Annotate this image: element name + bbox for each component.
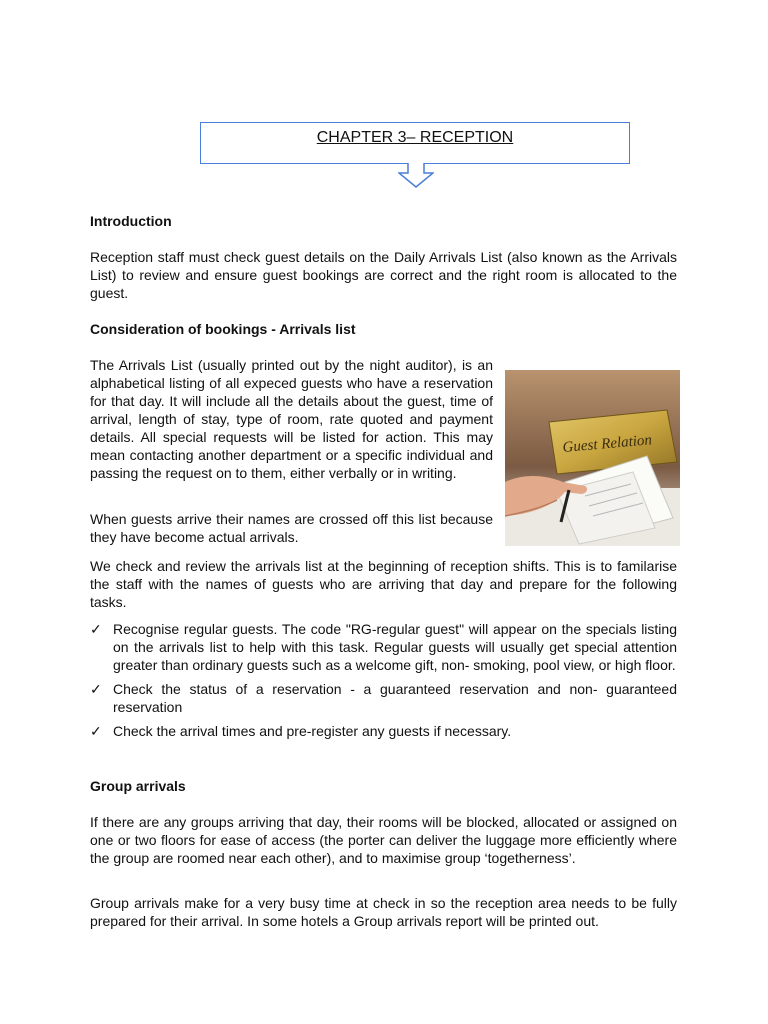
down-arrow-icon	[398, 163, 434, 189]
introduction-heading: Introduction	[90, 213, 172, 229]
checkmark-icon: ✓	[90, 681, 102, 697]
introduction-paragraph: Reception staff must check guest details on the Daily Arrivals List (also known as the Arrivals List) to review and ensure guest bookings are correct and the right room is allocated to the guest.	[90, 249, 677, 301]
crossed-off-paragraph: When guests arrive their names are crossed off this list because they have become actual arrivals.	[90, 511, 493, 545]
guest-relation-photo	[505, 370, 680, 546]
list-item	[90, 680, 677, 716]
bookings-heading: Consideration of bookings - Arrivals list	[90, 321, 356, 337]
group-arrivals-paragraph-2: Group arrivals make for a very busy time at check in so the reception area needs to be fully prepared for their arrival. In some hotels a Group arrivals report will be printed out.	[90, 895, 677, 929]
task-text: Check the status of a reservation - a guaranteed reservation and non- guaranteed reservation	[113, 681, 677, 715]
task-checklist	[90, 620, 677, 746]
chapter-title: CHAPTER 3– RECEPTION	[316, 129, 514, 146]
checkmark-icon: ✓	[90, 621, 102, 637]
checkmark-icon: ✓	[90, 723, 102, 739]
list-item	[90, 620, 677, 674]
list-item	[90, 722, 677, 740]
sign-text: Guest Relation	[561, 432, 653, 456]
chapter-title-box	[200, 122, 630, 164]
task-text: Check the arrival times and pre-register any guests if necessary.	[113, 723, 512, 739]
guest-relation-image	[505, 370, 680, 546]
task-text: Recognise regular guests. The code "RG-regular guest" will appear on the specials listing on the arrivals list to help with this task. Regular guests will usually get special attention greater than ordinary guests such as a welcome gift, non- smoking, pool view, or high floor.	[113, 621, 677, 673]
group-arrivals-heading: Group arrivals	[90, 778, 186, 794]
review-paragraph: We check and review the arrivals list at the beginning of reception shifts. This is to familarise the staff with the names of guests who are arriving that day and prepare for the following tasks.	[90, 558, 677, 610]
arrivals-list-paragraph: The Arrivals List (usually printed out by the night auditor), is an alphabetical listing of all expeced guests who have a reservation for that day. It will include all the details about the guest, time of arrival, length of stay, type of room, rate quoted and payment details. All special requests will be listed for action. This may mean contacting another department or a specific individual and passing the request on to them, either verbally or in writing.	[90, 357, 493, 481]
group-arrivals-paragraph-1: If there are any groups arriving that day, their rooms will be blocked, allocated or assigned on one or two floors for ease of access (the porter can deliver the luggage more efficiently where the group are roomed near each other), and to maximise group ‘togetherness’.	[90, 814, 677, 866]
